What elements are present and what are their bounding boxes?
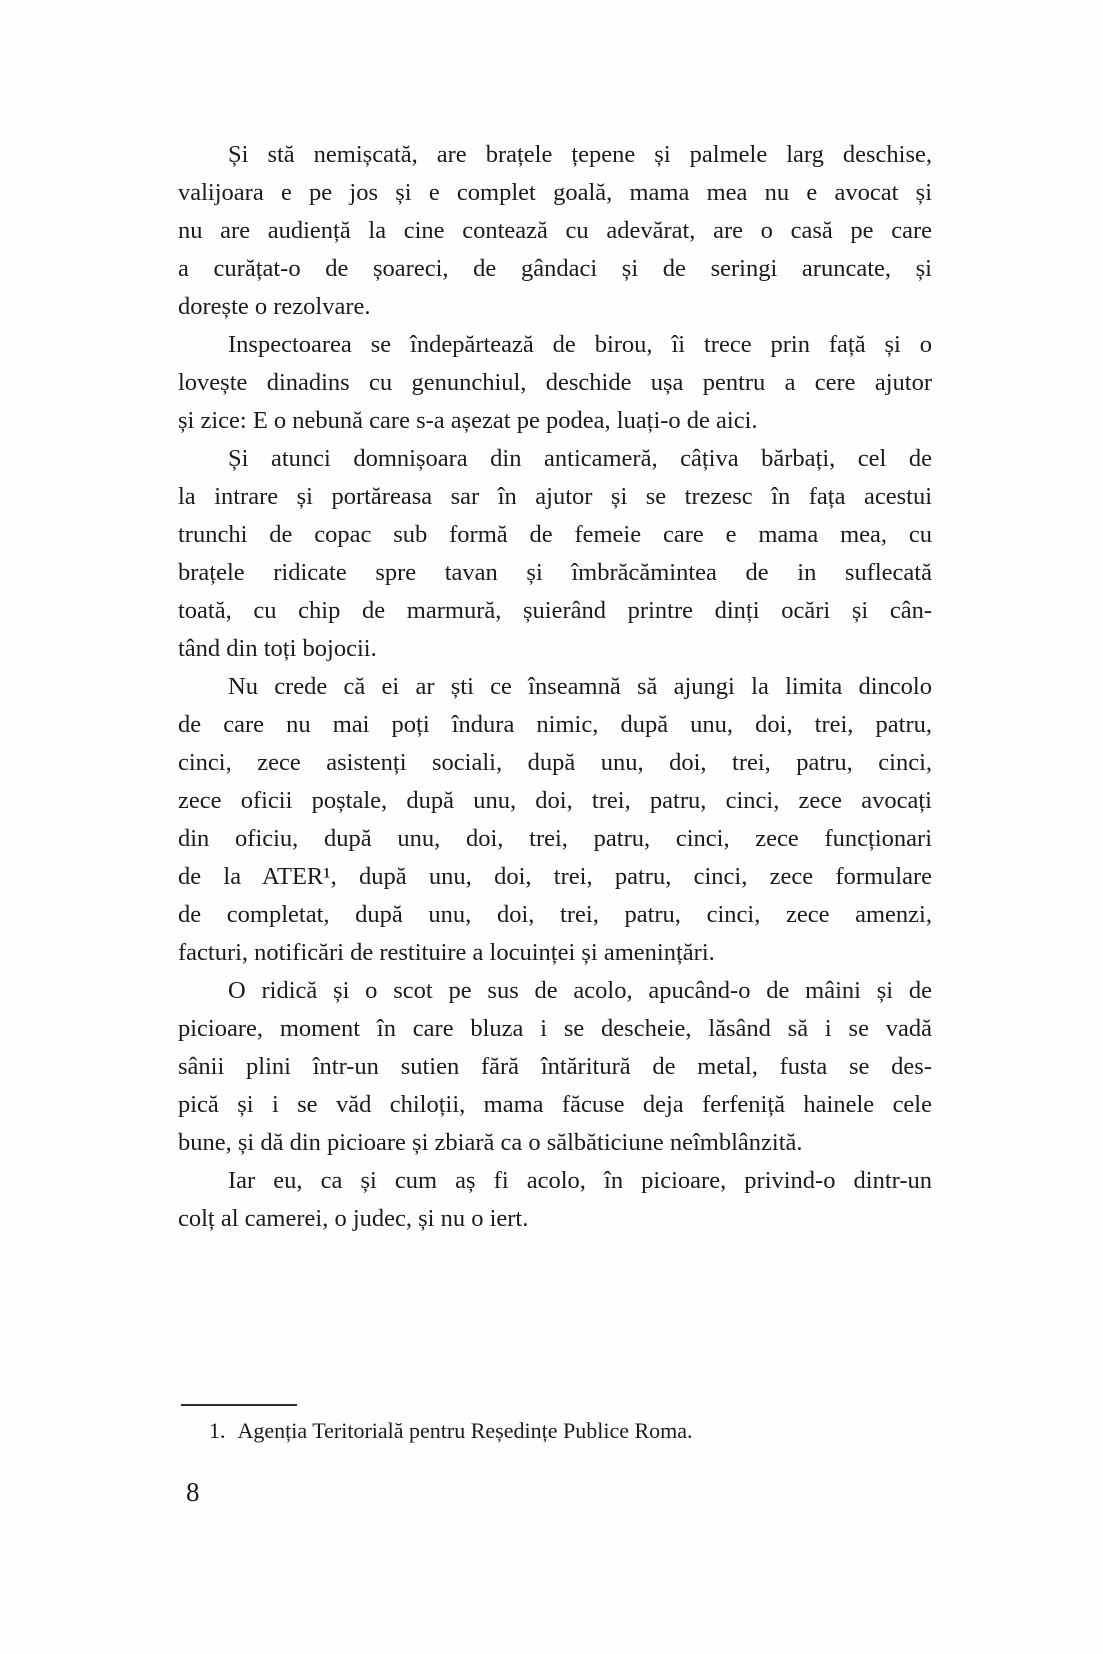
text-line: Inspectoarea se îndepărtează de birou, îi trece prin față și o [228,331,932,358]
paragraph [178,136,932,326]
page-text [178,136,932,1238]
page-number: 8 [186,1477,200,1507]
footnote [178,1414,932,1448]
text-line: trunchi de copac sub formă de femeie care e mama mea, cu [178,521,932,548]
text-line: picioare, moment în care bluza i se descheie, lăsând să i se vadă [178,1015,932,1042]
paragraph [178,1162,932,1238]
text-line: pică și i se văd chiloții, mama făcuse deja ferfeniță hainele cele [178,1091,932,1118]
text-line: și zice: E o nebună care s-a așezat pe podea, luați-o de aici. [178,407,758,434]
text-line: facturi, notificări de restituire a locuinței și amenințări. [178,939,715,966]
footnote-text: Agenția Teritorială pentru Reședințe Publice Roma. [237,1418,693,1443]
text-line: de care nu mai poți îndura nimic, după unu, doi, trei, patru, [178,711,932,738]
text-line: Și atunci domnișoara din anticameră, câțiva bărbați, cel de [228,445,932,472]
text-line: de la ATER¹, după unu, doi, trei, patru, cinci, zece formulare [178,863,932,890]
text-line: Iar eu, ca și cum aș fi acolo, în picioare, privind-o dintr-un [228,1167,932,1194]
text-line: cinci, zece asistenți sociali, după unu, doi, trei, patru, cinci, [178,749,932,776]
text-line: valijoara e pe jos și e complet goală, mama mea nu e avocat și [178,179,932,206]
paragraph [178,972,932,1162]
paragraph [178,326,932,440]
text-line: O ridică și o scot pe sus de acolo, apucând-o de mâini și de [228,977,932,1004]
text-line: Nu crede că ei ar ști ce înseamnă să ajungi la limita dincolo [228,673,932,700]
text-line: a curățat-o de șoareci, de gândaci și de seringi aruncate, și [178,255,932,282]
text-line: sânii plini într-un sutien fără întăritură de metal, fusta se des- [178,1053,932,1080]
text-line: Și stă nemișcată, are brațele țepene și palmele larg deschise, [228,141,932,168]
text-line: dorește o rezolvare. [178,293,371,320]
text-line: colț al camerei, o judec, și nu o iert. [178,1205,529,1232]
text-line: la intrare și portăreasa sar în ajutor și se trezesc în fața acestui [178,483,932,510]
paragraph [178,668,932,972]
footnote-rule [181,1404,297,1406]
text-line: din oficiu, după unu, doi, trei, patru, cinci, zece funcționari [178,825,932,852]
text-line: lovește dinadins cu genunchiul, deschide ușa pentru a cere ajutor [178,369,932,396]
footnote-marker: 1. [209,1418,226,1443]
text-line: bune, și dă din picioare și zbiară ca o sălbăticiune neîmblânzită. [178,1129,803,1156]
text-line: toată, cu chip de marmură, șuierând printre dinți ocări și cân- [178,597,932,624]
paragraph [178,440,932,668]
text-line: zece oficii poștale, după unu, doi, trei, patru, cinci, zece avocați [178,787,932,814]
text-line: de completat, după unu, doi, trei, patru, cinci, zece amenzi, [178,901,932,928]
text-line: brațele ridicate spre tavan și îmbrăcămintea de in suflecată [178,559,932,586]
text-line: tând din toți bojocii. [178,635,377,662]
text-line: nu are audiență la cine contează cu adevărat, are o casă pe care [178,217,932,244]
